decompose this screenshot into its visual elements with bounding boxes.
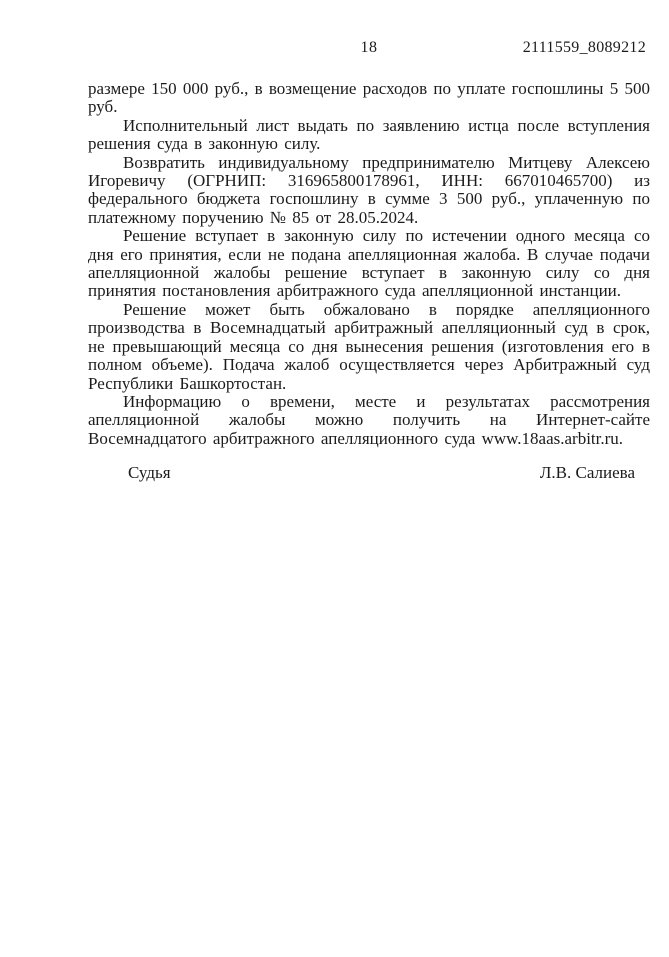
paragraph-appeal-info: Информацию о времени, месте и результатах рассмотрения апелляционной жалобы можно получить на Интернет-сайте Восемнадцатого арбитражного апелляционного суда www.18aas.arbitr.ru. — [88, 391, 650, 448]
paragraph-appeal-procedure: Решение может быть обжаловано в порядке апелляционного производства в Восемнадцатый арбитражный апелляционный суд в срок, не превышающий месяца со дня вынесения решения (изготовления его в полном объеме). Подача жалоб осуществляется через Арбитражный суд Республики Башкортостан. — [88, 299, 650, 393]
document-number: 2111559_8089212 — [522, 39, 646, 56]
signature-block — [88, 464, 650, 482]
page-header — [88, 39, 650, 57]
document-body — [88, 80, 650, 483]
paragraph-entry-into-force: Решение вступает в законную силу по истечении одного месяца со дня его принятия, если не подана апелляционная жалоба. В случае подачи апелляционной жалобы решение вступает в законную силу со дня принятия постановления арбитражного суда апелляционной инстанции. — [88, 226, 650, 301]
judge-role-label: Судья — [128, 463, 171, 483]
page-number: 18 — [360, 39, 378, 56]
paragraph-continuation: размере 150 000 руб., в возмещение расходов по уплате госпошлины 5 500 руб. — [88, 79, 650, 117]
paragraph-fee-refund: Возвратить индивидуальному предпринимателю Митцеву Алексею Игоревичу (ОГРНИП: 316965800178961, ИНН: 667010465700) из федерального бюджета госпошлину в сумме 3 500 руб., уплаченную по платежному поручению № 85 от 28.05.2024. — [88, 152, 650, 227]
paragraph-writ-of-execution: Исполнительный лист выдать по заявлению истца после вступления решения суда в законную силу. — [88, 115, 650, 154]
judge-name: Л.В. Салиева — [539, 463, 635, 483]
